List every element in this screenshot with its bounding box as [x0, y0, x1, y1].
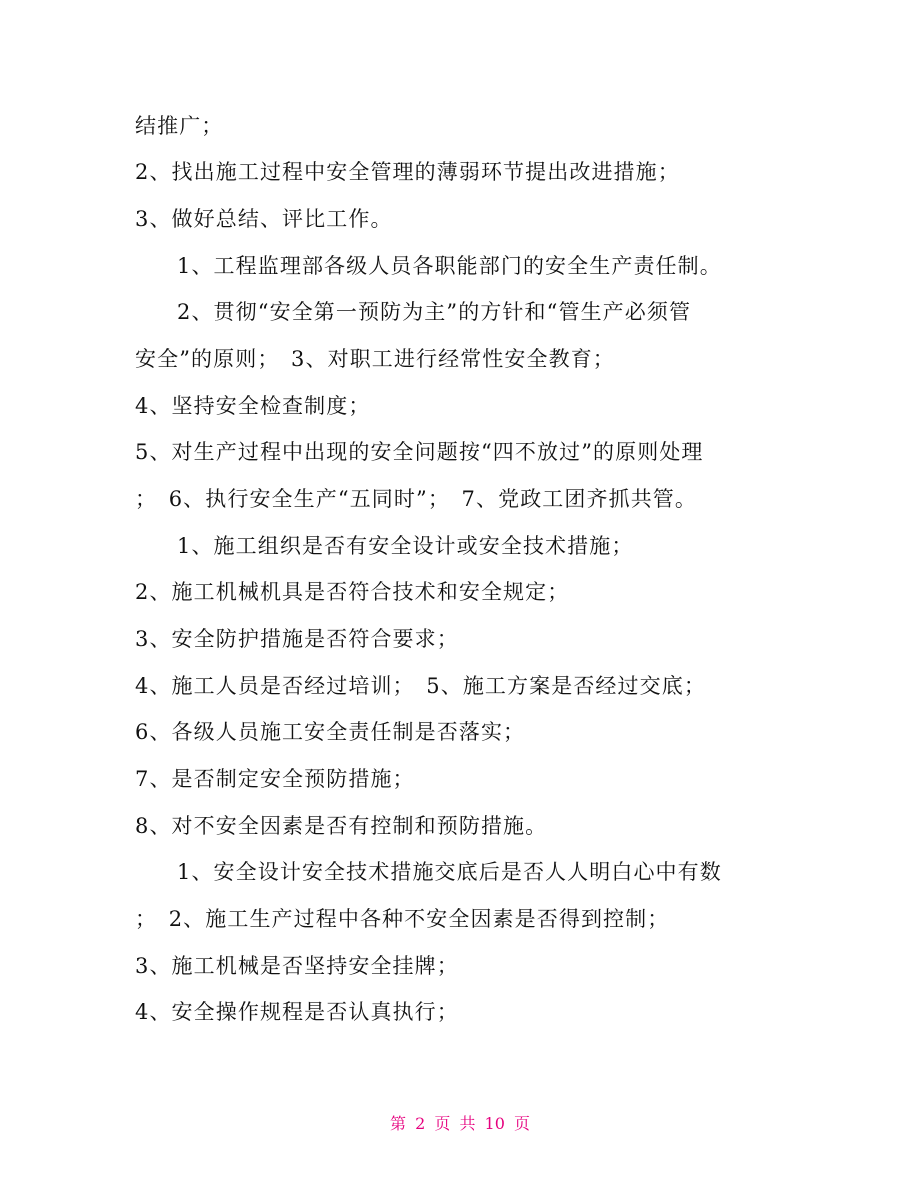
text-line-5: 2、贯彻“安全第一预防为主”的方针和“管生产必须管: [177, 300, 692, 324]
text-line-13: 4、施工人员是否经过培训； 5、施工方案是否经过交底；: [135, 674, 706, 698]
text-line-1: 结推广；: [135, 114, 224, 138]
text-line-3: 3、做好总结、评比工作。: [135, 207, 393, 231]
page-number-footer: 第 2 页 共 10 页: [390, 1114, 530, 1133]
text-line-10: 1、施工组织是否有安全设计或安全技术措施；: [177, 534, 634, 558]
text-line-11: 2、施工机械机具是否符合技术和安全规定；: [135, 580, 570, 604]
text-line-18: ； 2、施工生产过程中各种不安全因素是否得到控制；: [135, 907, 670, 931]
text-line-17: 1、安全设计安全技术措施交底后是否人人明白心中有数: [177, 860, 722, 884]
text-line-12: 3、安全防护措施是否符合要求；: [135, 627, 459, 651]
text-line-14: 6、各级人员施工安全责任制是否落实；: [135, 720, 526, 744]
text-line-8: 5、对生产过程中出现的安全问题按“四不放过”的原则处理: [135, 440, 704, 464]
text-line-20: 4、安全操作规程是否认真执行；: [135, 1000, 459, 1024]
text-line-6: 安全”的原则； 3、对职工进行经常性安全教育；: [135, 347, 615, 371]
text-line-4: 1、工程监理部各级人员各职能部门的安全生产责任制。: [177, 254, 722, 278]
text-line-15: 7、是否制定安全预防措施；: [135, 767, 415, 791]
text-line-16: 8、对不安全因素是否有控制和预防措施。: [135, 814, 548, 838]
text-line-9: ； 6、执行安全生产“五同时”； 7、党政工团齐抓共管。: [135, 487, 697, 511]
text-line-19: 3、施工机械是否坚持安全挂牌；: [135, 954, 459, 978]
text-line-2: 2、找出施工过程中安全管理的薄弱环节提出改进措施；: [135, 160, 680, 184]
text-line-7: 4、坚持安全检查制度；: [135, 394, 371, 418]
